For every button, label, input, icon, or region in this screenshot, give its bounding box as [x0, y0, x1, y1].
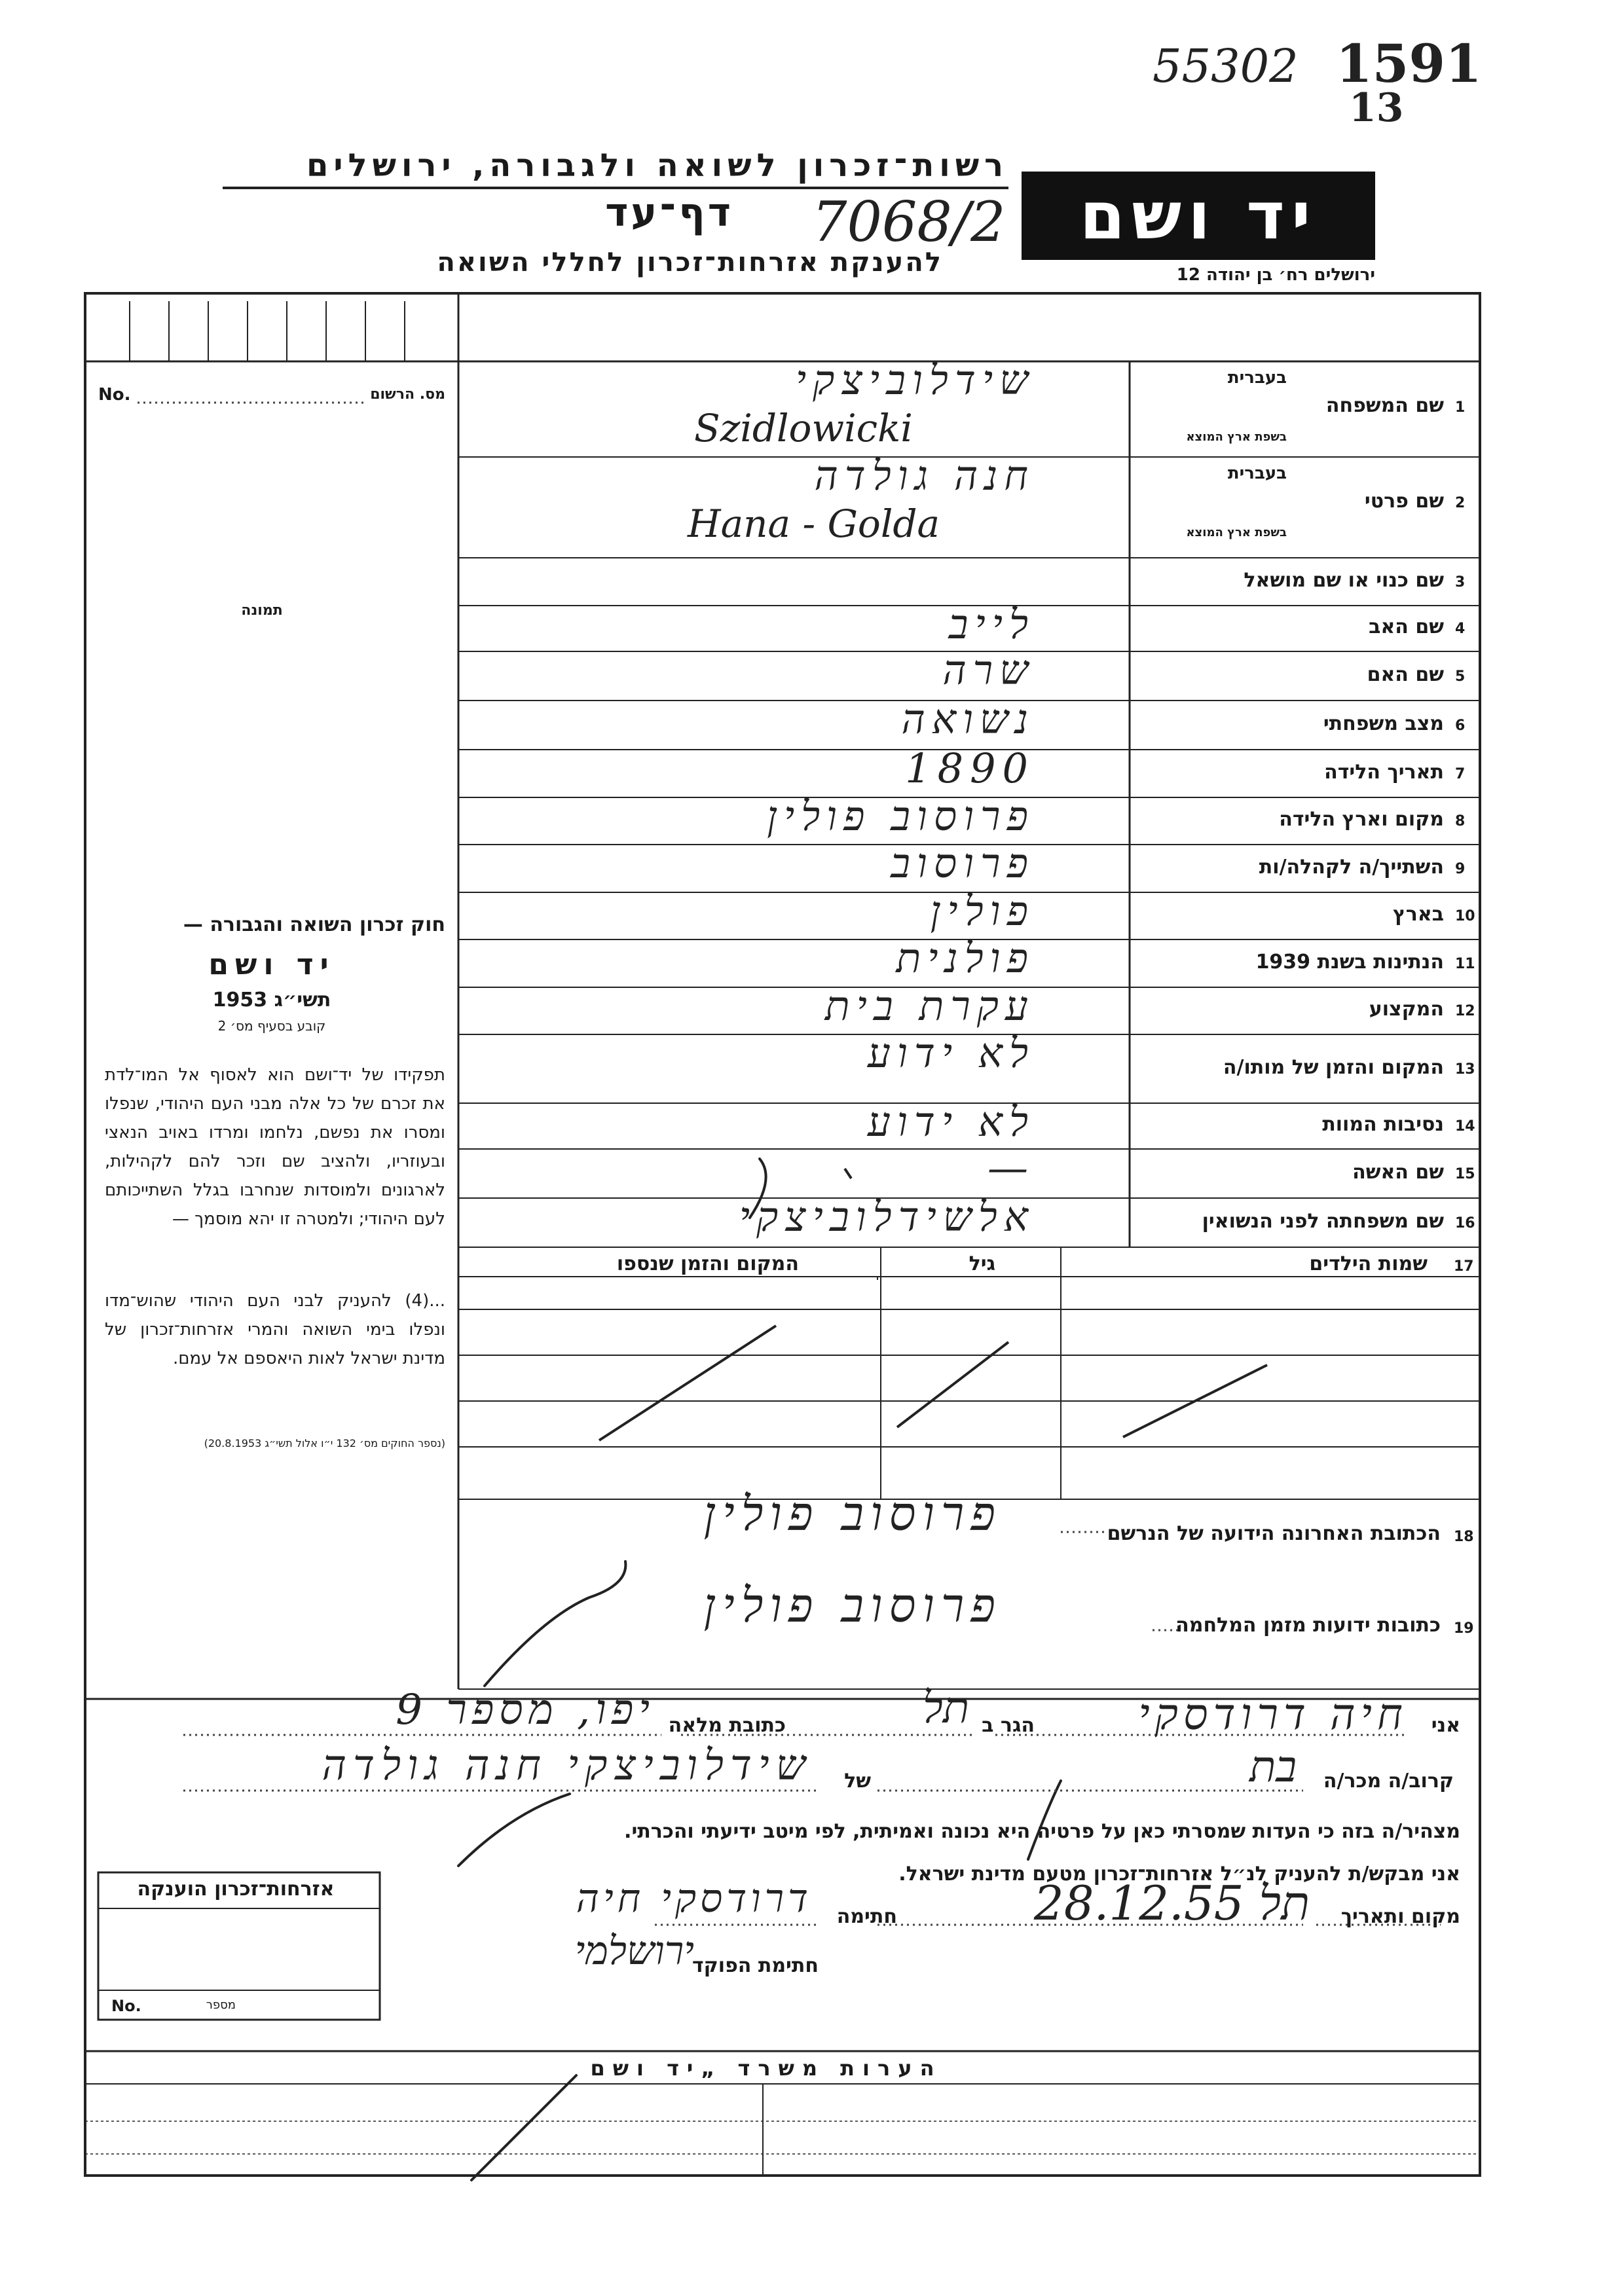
declarant-signature: דרודסקי חיה — [576, 1876, 812, 1922]
field-15-value: — — [987, 1144, 1035, 1192]
law-title: חוק זכרון השואה והגבורה — — [183, 913, 445, 936]
field-6-value: נשואה — [901, 695, 1035, 743]
official-signature: ירושלמי — [574, 1928, 694, 1974]
field-3-label: שם כנוי או שם מושאל — [1244, 568, 1444, 592]
photo-label: תמונה — [241, 602, 283, 619]
field-2-sub-hebrew: בעברית — [1227, 464, 1287, 483]
declarant-address: יפו, מספר 9 — [396, 1686, 655, 1734]
field-1-number: 1 — [1455, 399, 1466, 416]
field-11-value: פולנית — [896, 934, 1035, 982]
field-8-label: מקום וארץ הלידה — [1279, 808, 1444, 831]
field-3-number: 3 — [1455, 574, 1466, 591]
signature-label: חתימה — [836, 1905, 897, 1928]
field-6-number: 6 — [1455, 717, 1466, 734]
field-5-value: שרה — [942, 646, 1035, 694]
registration-label: מס. הרשום — [370, 386, 445, 403]
field-15-number: 15 — [1455, 1165, 1475, 1182]
field-19-label: כתובות ידועות מזמן המלחמה — [1175, 1614, 1441, 1637]
field-2-value: חנה גולדה — [814, 452, 1035, 500]
field-9-label: השתייך/ה לקהלה/ות — [1259, 855, 1444, 879]
field-1-value-latin: Szidlowicki — [694, 406, 913, 450]
children-place-header: המקום והזמן שנספו — [616, 1252, 799, 1275]
field-12-number: 12 — [1455, 1003, 1475, 1019]
field-2-number: 2 — [1455, 495, 1466, 511]
field-4-label: שם האב — [1369, 615, 1444, 638]
field-7-value: 1890 — [905, 744, 1035, 792]
form-title: דף־עד — [605, 190, 733, 236]
field-13-number: 13 — [1455, 1061, 1475, 1078]
field-19-value: פרוסוב פולין — [703, 1578, 1002, 1633]
field-4-value: לייב — [948, 600, 1035, 648]
archive-number-3: 13 — [1349, 85, 1404, 131]
law-text-2: ...(4) להעניק לבני העם היהודי שהוש־מדו ונפלו בימי השואה והמרי אזרחות־זכרון של מדינת ישראל לאות היאספם אל עמם. — [105, 1291, 445, 1368]
field-16-label: שם משפחתה לפני הנשואין — [1202, 1209, 1444, 1233]
stamp-title: אזרחות־זכרון הוענקה — [137, 1878, 335, 1901]
declarant-name: חיה דרודסקי — [1138, 1689, 1408, 1740]
stamp-number-label: מספר — [206, 1998, 236, 2012]
address-label: כתובת מלאה — [668, 1714, 786, 1737]
field-12-value: עקרת בית — [824, 982, 1035, 1030]
org-line: רשות־זכרון לשואה ולגבורה, ירושלים — [223, 147, 1008, 189]
archive-number-2: 1591 — [1336, 33, 1482, 94]
field-1-sub-origin: בשפת ארץ המוצא — [1186, 430, 1287, 444]
field-14-number: 14 — [1455, 1118, 1475, 1135]
statement: מצהיר/ה בזה כי העדות שמסרתי כאן על פרטיה היא נכונה ואמיתית, לפי מיטב ידיעתי והכרתי. — [624, 1820, 1460, 1843]
field-5-number: 5 — [1455, 668, 1466, 685]
subtitle: להענקת אזרחות־זכרון לחללי השואה — [437, 247, 943, 278]
stamp-no: No. — [111, 1997, 141, 2015]
field-6-label: מצב משפחתי — [1323, 712, 1444, 735]
law-name: יד ושם — [208, 948, 335, 981]
field-8-number: 8 — [1455, 813, 1466, 829]
field-14-label: נסיבות המוות — [1322, 1113, 1444, 1136]
file-number: 7068/2 — [812, 190, 1006, 254]
field-18-value: פרוסוב פולין — [703, 1486, 1002, 1541]
field-10-number: 10 — [1455, 908, 1475, 924]
city: תל — [922, 1683, 969, 1733]
field-18-label: הכתובת האחרונה הידועה של הנרשם — [1107, 1522, 1441, 1545]
place-date-label: מקום ותאריך — [1340, 1905, 1460, 1928]
request: אני מבקש/ת להעניק לנ״ל אזרחות־זכרון מטעם מדינת ישראל. — [898, 1863, 1460, 1886]
field-9-value: פרוסוב — [891, 839, 1035, 887]
field-16-number: 16 — [1455, 1214, 1475, 1231]
field-10-label: בארץ — [1392, 903, 1444, 926]
official-signature-label: חתימת הפוקד — [692, 1954, 819, 1977]
field-16-value: אלשידלוביצקי — [739, 1193, 1035, 1241]
field-9-number: 9 — [1455, 860, 1466, 877]
archive-number: 55302 — [1153, 39, 1299, 93]
field-15-label: שם האשה — [1352, 1160, 1444, 1184]
logo: יד ושם — [1079, 177, 1318, 254]
law-ref: (נספר החוקים מס׳ 132 י״ו אלול תשי״ג 20.8.1953) — [204, 1437, 445, 1449]
field-13-label: המקום והזמן של מותו/ה — [1223, 1055, 1444, 1079]
of-label: של — [844, 1770, 871, 1793]
field-2-sub-origin: בשפת ארץ המוצא — [1186, 526, 1287, 539]
field-7-label: תאריך הלידה — [1324, 760, 1444, 784]
field-12-label: המקצוע — [1369, 998, 1444, 1021]
relation: בת — [1249, 1741, 1297, 1792]
lives-in-label: הגר ב — [982, 1714, 1035, 1737]
of-name: שידלוביצקי חנה גולדה — [322, 1741, 812, 1790]
field-8-value: פרוסוב פולין — [767, 792, 1035, 840]
decl-ani: אני — [1431, 1714, 1460, 1737]
children-age-header: גיל — [969, 1252, 995, 1275]
field-2-label: שם פרטי — [1364, 490, 1444, 513]
field-19-number: 19 — [1454, 1620, 1474, 1637]
field-1-value: שידלוביצקי — [795, 356, 1035, 404]
field-13-value: לא ידוע — [867, 1029, 1035, 1077]
children-names-header: שמות הילדים — [1309, 1252, 1428, 1275]
field-11-number: 11 — [1455, 955, 1475, 972]
relation-label: קרוב/ה מכר/ה — [1323, 1770, 1454, 1793]
no-label: No. — [98, 385, 131, 405]
field-1-label: שם המשפחה — [1325, 394, 1444, 417]
field-14-value: לא ידוע — [867, 1098, 1035, 1146]
law-clause: קובע בסעיף מס׳ 2 — [217, 1018, 326, 1034]
field-4-number: 4 — [1455, 621, 1466, 637]
address: ירושלים רח׳ בן יהודה 12 — [1176, 265, 1375, 285]
law-text: תפקידו של יד־ושם הוא לאסוף אל המו־לדת את זכרם של כל אלה מבני העם היהודי, שנפלו ומסרו את נפשם, נלחמו ומרדו באויב הנאצי ובעוזריו, ולהציב שם וזכר להם לקהילות, לארגונים ולמוסדות שנחרבו בגלל השתייכותם לעם היהודי; ולמטרה זו יהא מוסמך — — [105, 1065, 445, 1229]
field-1-sub-hebrew: בעברית — [1227, 368, 1287, 388]
place-date: תל 28.12.55 — [1033, 1876, 1310, 1931]
field-18-number: 18 — [1454, 1529, 1474, 1545]
field-11-label: הנתינות בשנת 1939 — [1255, 950, 1444, 974]
notes-title: הערות משרד „יד ושם — [590, 2056, 942, 2081]
law-year: תשי״ג 1953 — [212, 989, 331, 1011]
field-2-value-latin: Hana - Golda — [688, 501, 940, 546]
field-17-number: 17 — [1454, 1258, 1474, 1275]
field-10-value: פולין — [930, 887, 1035, 935]
field-5-label: שם האם — [1367, 663, 1444, 686]
field-7-number: 7 — [1455, 765, 1466, 782]
